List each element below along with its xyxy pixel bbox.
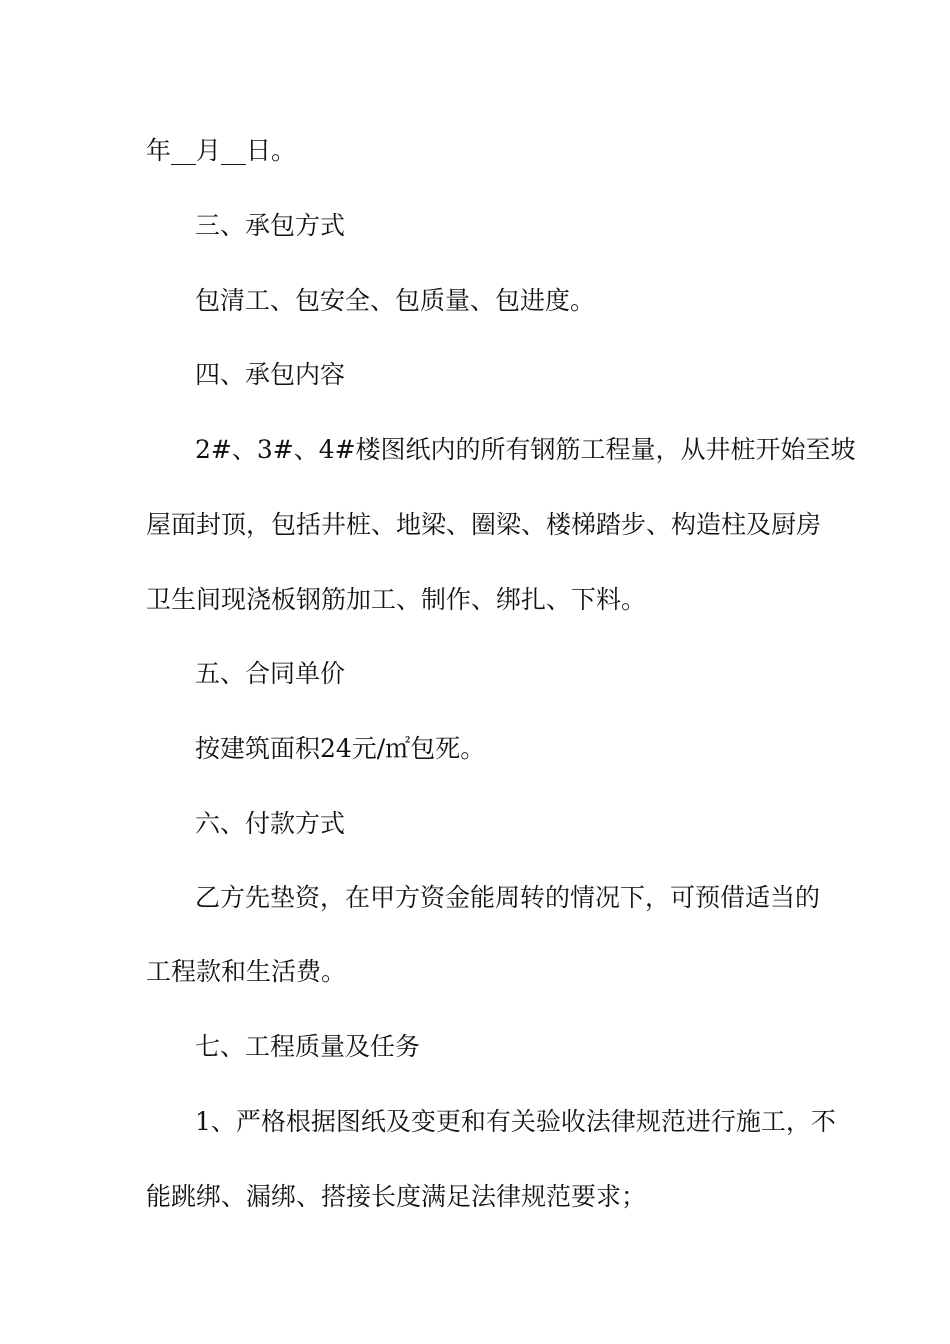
paragraph-contract-content-line-3: 卫生间现浇板钢筋加工、制作、绑扎、下料。 xyxy=(146,585,647,614)
paragraph-payment-line-2: 工程款和生活费。 xyxy=(146,957,347,986)
paragraph-unit-price: 按建筑面积24元/㎡包死。 xyxy=(195,734,486,763)
paragraph-contract-method: 包清工、包安全、包质量、包进度。 xyxy=(195,286,596,315)
date-line: 年__月__日。 xyxy=(146,136,297,165)
section-heading-payment-method: 六、付款方式 xyxy=(195,809,346,838)
paragraph-contract-content-line-1: 2#、3#、4#楼图纸内的所有钢筋工程量，从井桩开始至坡 xyxy=(195,435,856,464)
section-heading-contract-method: 三、承包方式 xyxy=(195,211,346,240)
section-heading-contract-content: 四、承包内容 xyxy=(195,360,346,389)
paragraph-contract-content-line-2: 屋面封顶，包括井桩、地梁、圈梁、楼梯踏步、构造柱及厨房 xyxy=(146,510,822,539)
paragraph-quality-line-2: 能跳绑、漏绑、搭接长度满足法律规范要求； xyxy=(146,1182,647,1211)
paragraph-payment-line-1: 乙方先垫资，在甲方资金能周转的情况下，可预借适当的 xyxy=(195,883,821,912)
paragraph-quality-line-1: 1、严格根据图纸及变更和有关验收法律规范进行施工，不 xyxy=(195,1107,836,1136)
section-heading-quality-tasks: 七、工程质量及任务 xyxy=(195,1032,421,1061)
section-heading-unit-price: 五、合同单价 xyxy=(195,659,346,688)
